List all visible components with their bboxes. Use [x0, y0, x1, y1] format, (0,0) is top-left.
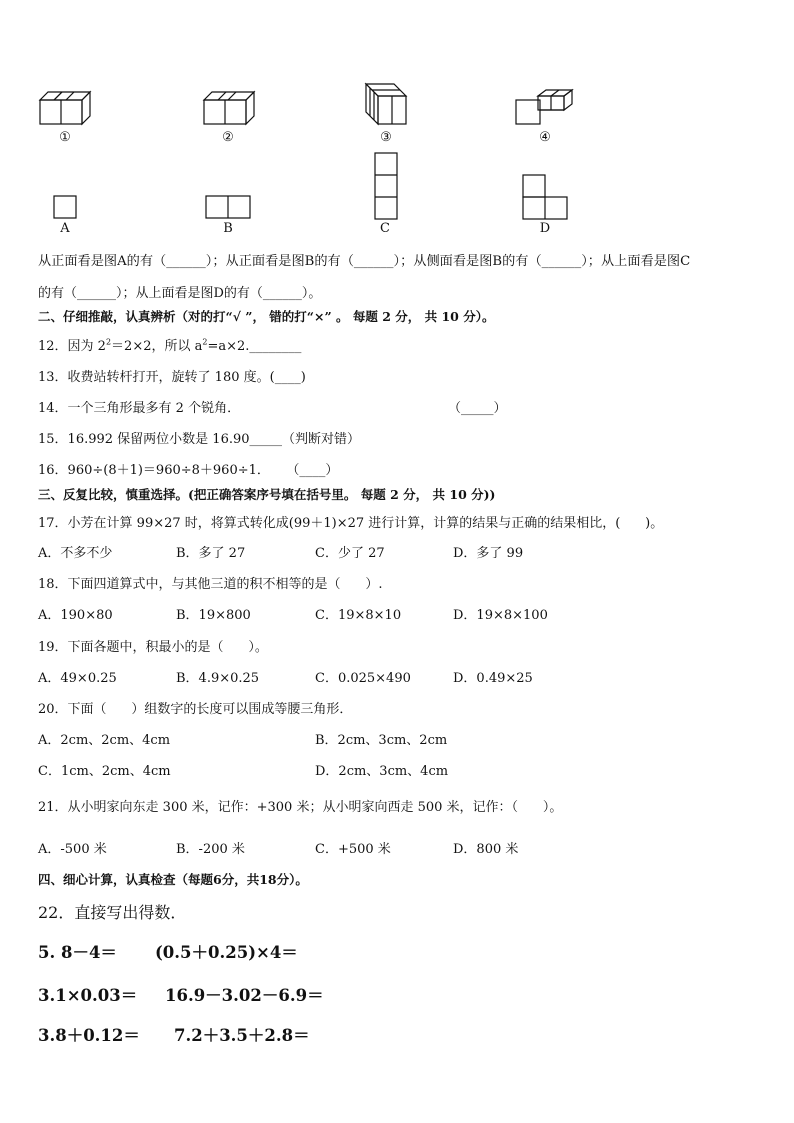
q15: 15．16.992 保留两位小数是 16.90_____（判断对错）: [38, 432, 361, 447]
q12-part-c: =a×2.________: [207, 339, 302, 354]
view-d: [522, 174, 568, 220]
view-c-label: C: [380, 221, 390, 236]
q18-option-d: D．19×8×100: [453, 608, 548, 623]
q17-option-b: B．多了 27: [176, 546, 246, 561]
q21-option-d: D．800 米: [453, 842, 519, 857]
view-d-label: D: [539, 221, 551, 236]
figure-2-label: ②: [222, 130, 234, 145]
figure-2: [202, 86, 258, 128]
q18-option-b: B．19×800: [176, 608, 251, 623]
q22-stem: 22．直接写出得数．: [38, 903, 187, 922]
q21-option-a: A．-500 米: [38, 842, 107, 857]
q14-blank: （_____）: [448, 401, 507, 416]
q12-part-a: 12．因为 2: [38, 339, 106, 354]
view-a-label: A: [60, 221, 70, 236]
q21-stem: 21．从小明家向东走 300 米，记作：+300 米；从小明家向西走 500 米，记作：（ ）。: [38, 800, 563, 815]
q11-line2: 的有（______）；从上面看是图D的有（______）。: [38, 286, 322, 301]
q19-option-a: A．49×0.25: [38, 671, 117, 686]
calc-2-1: 3.1×0.03＝: [38, 986, 138, 1005]
q17-option-c: C．少了 27: [315, 546, 385, 561]
figure-1: [38, 86, 94, 128]
q20-stem: 20．下面（ ）组数字的长度可以围成等腰三角形．: [38, 702, 353, 717]
q19-option-b: B．4.9×0.25: [176, 671, 260, 686]
section-3-heading: 三、反复比较，慎重选择。(把正确答案序号填在括号里。 每题 2 分， 共 10 分)): [38, 487, 496, 502]
section-2-heading: 二、仔细推敲，认真辨析（对的打“√ ”， 错的打“×” 。 每题 2 分， 共 10 分）。: [38, 309, 495, 324]
calc-2-2: 16.9－3.02－6.9＝: [165, 986, 324, 1005]
q20-option-b: B．2cm、3cm、2cm: [315, 733, 448, 748]
q19-option-c: C．0.025×490: [315, 671, 411, 686]
q20-option-a: A．2cm、2cm、4cm: [38, 733, 171, 748]
view-c: [374, 152, 398, 220]
view-b: [205, 195, 251, 219]
q17-option-d: D．多了 99: [453, 546, 524, 561]
calc-3-1: 3.8＋0.12＝: [38, 1026, 140, 1045]
section-4-heading: 四、细心计算，认真检查（每题6分，共18分）。: [38, 872, 308, 887]
q17-option-a: A．不多不少: [38, 546, 113, 561]
calc-3-2: 7.2＋3.5＋2.8＝: [174, 1026, 310, 1045]
calc-1-1: 5. 8－4＝: [38, 943, 117, 962]
q12-part-b: ＝2×2，所以 a: [111, 339, 203, 354]
q20-option-c: C．1cm、2cm、4cm: [38, 764, 171, 779]
q16: 16．960÷(8＋1)＝960÷8＋960÷1． （____）: [38, 463, 339, 478]
q17-stem: 17．小芳在计算 99×27 时，将算式转化成(99＋1)×27 进行计算，计算的结果与正确的结果相比，( )。: [38, 516, 664, 531]
q19-option-d: D．0.49×25: [453, 671, 533, 686]
q13: 13．收费站转杆打开，旋转了 180 度。(____): [38, 370, 306, 385]
figure-4: [514, 86, 576, 128]
figure-4-label: ④: [539, 130, 551, 145]
q18-option-c: C．19×8×10: [315, 608, 402, 623]
q12: [38, 335, 301, 354]
q12-exp-2: 2: [202, 337, 208, 347]
q12-exp-1: 2: [105, 337, 112, 347]
q14-text: 14．一个三角形最多有 2 个锐角．: [38, 401, 241, 416]
q20-option-d: D．2cm、3cm、4cm: [315, 764, 449, 779]
view-a: [53, 195, 77, 219]
figure-3-label: ③: [380, 130, 392, 145]
q19-stem: 19．下面各题中，积最小的是（ ）。: [38, 640, 268, 655]
figure-1-label: ①: [59, 130, 71, 145]
q18-stem: 18．下面四道算式中，与其他三道的积不相等的是（ ）.: [38, 577, 383, 592]
figure-3: [362, 80, 410, 128]
q21-option-b: B．-200 米: [176, 842, 245, 857]
q21-option-c: C．+500 米: [315, 842, 391, 857]
calc-1-2: (0.5＋0.25)×4＝: [155, 943, 298, 962]
q18-option-a: A．190×80: [38, 608, 113, 623]
view-b-label: B: [223, 221, 233, 236]
q11-line1: 从正面看是图A的有（______）；从正面看是图B的有（______）；从侧面看是图B的有（______）；从上面看是图C: [38, 254, 691, 269]
